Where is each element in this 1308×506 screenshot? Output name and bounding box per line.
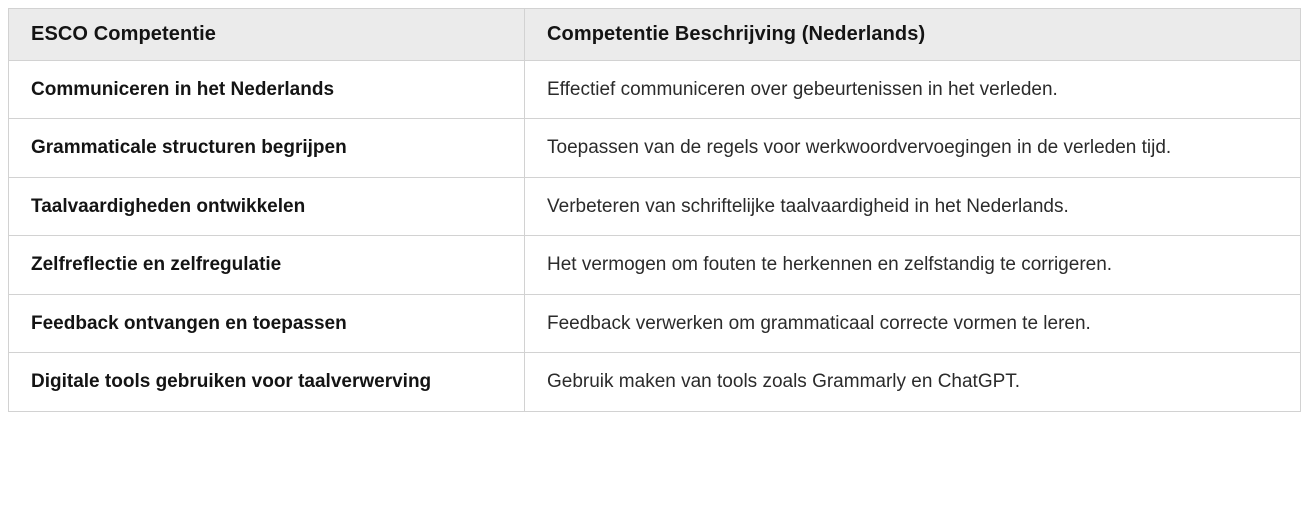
cell-competence: Taalvaardigheden ontwikkelen: [9, 177, 525, 235]
cell-description: Feedback verwerken om grammaticaal correcte vormen te leren.: [525, 294, 1301, 352]
table-header-row: [9, 9, 1301, 61]
column-header-description: Competentie Beschrijving (Nederlands): [525, 9, 1301, 61]
column-header-competence: ESCO Competentie: [9, 9, 525, 61]
table-row: [9, 294, 1301, 352]
cell-description: Effectief communiceren over gebeurtenissen in het verleden.: [525, 61, 1301, 119]
table-row: [9, 177, 1301, 235]
table-body: [9, 61, 1301, 412]
table-row: [9, 353, 1301, 411]
cell-competence: Digitale tools gebruiken voor taalverwerving: [9, 353, 525, 411]
table-row: [9, 119, 1301, 177]
cell-description: Toepassen van de regels voor werkwoordvervoegingen in de verleden tijd.: [525, 119, 1301, 177]
table-header: [9, 9, 1301, 61]
cell-competence: Communiceren in het Nederlands: [9, 61, 525, 119]
cell-description: Het vermogen om fouten te herkennen en zelfstandig te corrigeren.: [525, 236, 1301, 294]
cell-description: Verbeteren van schriftelijke taalvaardigheid in het Nederlands.: [525, 177, 1301, 235]
cell-competence: Zelfreflectie en zelfregulatie: [9, 236, 525, 294]
competence-table: [8, 8, 1301, 412]
cell-competence: Grammaticale structuren begrijpen: [9, 119, 525, 177]
table-row: [9, 61, 1301, 119]
cell-description: Gebruik maken van tools zoals Grammarly en ChatGPT.: [525, 353, 1301, 411]
cell-competence: Feedback ontvangen en toepassen: [9, 294, 525, 352]
table-row: [9, 236, 1301, 294]
